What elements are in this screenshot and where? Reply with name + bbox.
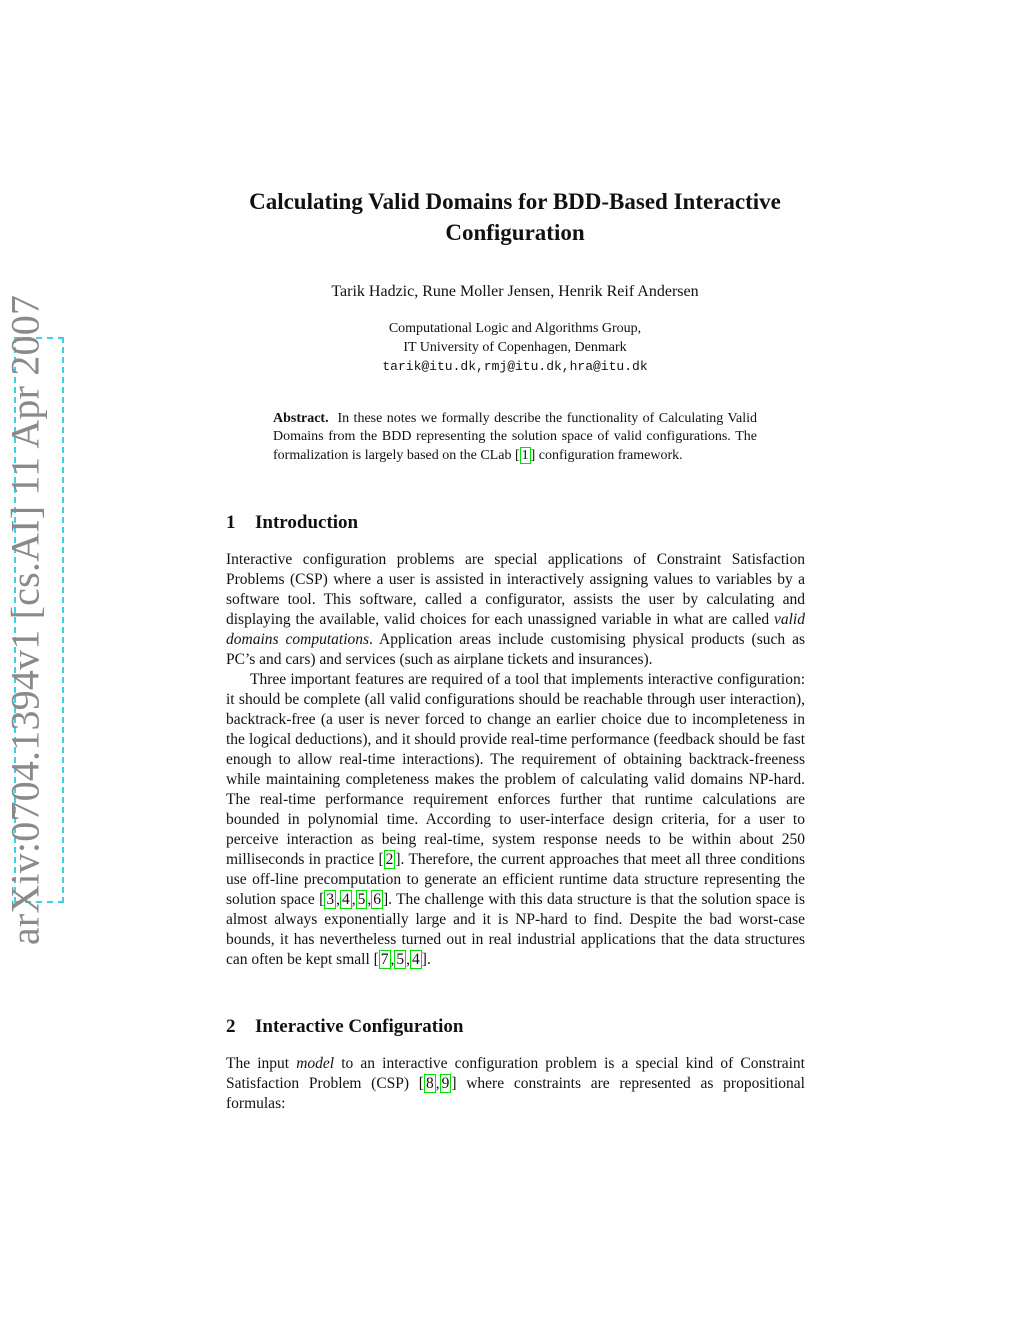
intro-paragraph-2 <box>226 670 805 970</box>
paragraph-text: ]. Therefore, the current approaches that meet all three conditions use off-line precomputation to generate an efficient runtime data structure representing the solution space [ <box>226 851 805 908</box>
affiliation <box>200 319 830 376</box>
paragraph-text: ]. <box>421 951 431 968</box>
citation-link[interactable]: 5 <box>357 891 366 908</box>
abstract-text: In these notes we formally describe the functionality of Calculating Valid Domains from the BDD representing the solution space of valid configurations. The formalization is largely based on the CLab [ <box>273 411 758 463</box>
intro-paragraph-1 <box>226 550 805 670</box>
abstract <box>273 410 757 465</box>
abstract-label: Abstract. <box>273 411 329 426</box>
citation-group: 3 , 4 , 5 , 6 <box>326 891 381 908</box>
section-number: 1 <box>226 512 236 533</box>
emphasis-text: model <box>296 1055 335 1072</box>
citation-link[interactable]: 1 <box>521 447 529 463</box>
email-addresses[interactable]: tarik@itu.dk,rmj@itu.dk,hra@itu.dk <box>382 359 648 374</box>
paragraph-text: ]. The challenge with this data structure is that the solution space is almost always exponentially large and it is NP-hard to find. Despite the bad worst-case bounds, it has nevertheless turned out in real industrial applications that the data structures can often be kept small [ <box>226 891 805 968</box>
affiliation-line-1: Computational Logic and Algorithms Group, <box>388 321 642 336</box>
citation-link[interactable]: 3 <box>326 891 335 908</box>
citation-link[interactable]: 5 <box>396 951 405 968</box>
section-heading-introduction <box>226 512 358 534</box>
citation-link[interactable]: 7 <box>380 951 389 968</box>
paper-title <box>200 186 830 248</box>
paragraph-text: . Application areas include customising physical products (such as PC’s and cars) and services (such as airplane tickets and insurances). <box>226 631 805 668</box>
citation-group: 7 , 5 , 4 <box>380 951 420 968</box>
citation-link[interactable]: 4 <box>412 951 420 968</box>
abstract-text-end: ] configuration framework. <box>530 447 683 463</box>
citation-link[interactable]: 8 <box>425 1075 434 1092</box>
section-number: 2 <box>226 1016 236 1037</box>
arxiv-stamp[interactable]: arXiv:0704.1394v1 [cs.AI] 11 Apr 2007 <box>2 294 48 946</box>
authors: Tarik Hadzic, Rune Moller Jensen, Henrik Reif Andersen <box>331 283 699 300</box>
citation-group: 8 , 9 <box>425 1075 450 1092</box>
citation-link[interactable]: 9 <box>441 1075 450 1092</box>
citation-link[interactable]: 2 <box>385 851 394 868</box>
emphasis-text: valid domains computations <box>226 611 805 648</box>
config-paragraph-1 <box>226 1054 805 1114</box>
affiliation-line-2: IT University of Copenhagen, Denmark <box>403 340 627 355</box>
section-title: Interactive Configuration <box>255 1016 464 1037</box>
paragraph-text: The input <box>226 1055 297 1072</box>
paragraph-text: Three important features are required of a tool that implements interactive configuration: it should be complete (all valid configurations should be reachable through user interaction), backtrack-free (a user is never forced to change an earlier choice due to incompleteness in the logical deductions), and it should provide real-time performance (feedback should be fast enough to allow real-time interactions). The requirement of obtaining backtrack-freeness while maintaining completeness makes the problem of calculating valid domains NP-hard. The real-time performance requirement enforces further that runtime calculations are bounded in polynomial time. According to user-interface design criteria, for a user to perceive interaction as being real-time, system response needs to be within about 250 milliseconds in practice [ <box>226 671 805 868</box>
paragraph-text: to an interactive configuration problem is a special kind of Constraint Satisfaction Problem (CSP) [ <box>226 1055 805 1092</box>
title-line-1: Calculating Valid Domains for BDD-Based Interactive <box>249 189 781 214</box>
section-heading-interactive-configuration <box>226 1016 463 1038</box>
section-title: Introduction <box>255 512 359 533</box>
citation-link[interactable]: 4 <box>341 891 350 908</box>
paragraph-text: Interactive configuration problems are special applications of Constraint Satisfaction Problems (CSP) where a user is assisted in interactively assigning values to variables by a software tool. This software, called a configurator, assists the user by calculating and displaying the available, valid choices for each unassigned variable in what are called <box>226 551 805 628</box>
paragraph-text: ] where constraints are represented as propositional formulas: <box>226 1075 805 1112</box>
citation-link[interactable]: 6 <box>373 891 381 908</box>
title-line-2: Configuration <box>445 220 585 245</box>
